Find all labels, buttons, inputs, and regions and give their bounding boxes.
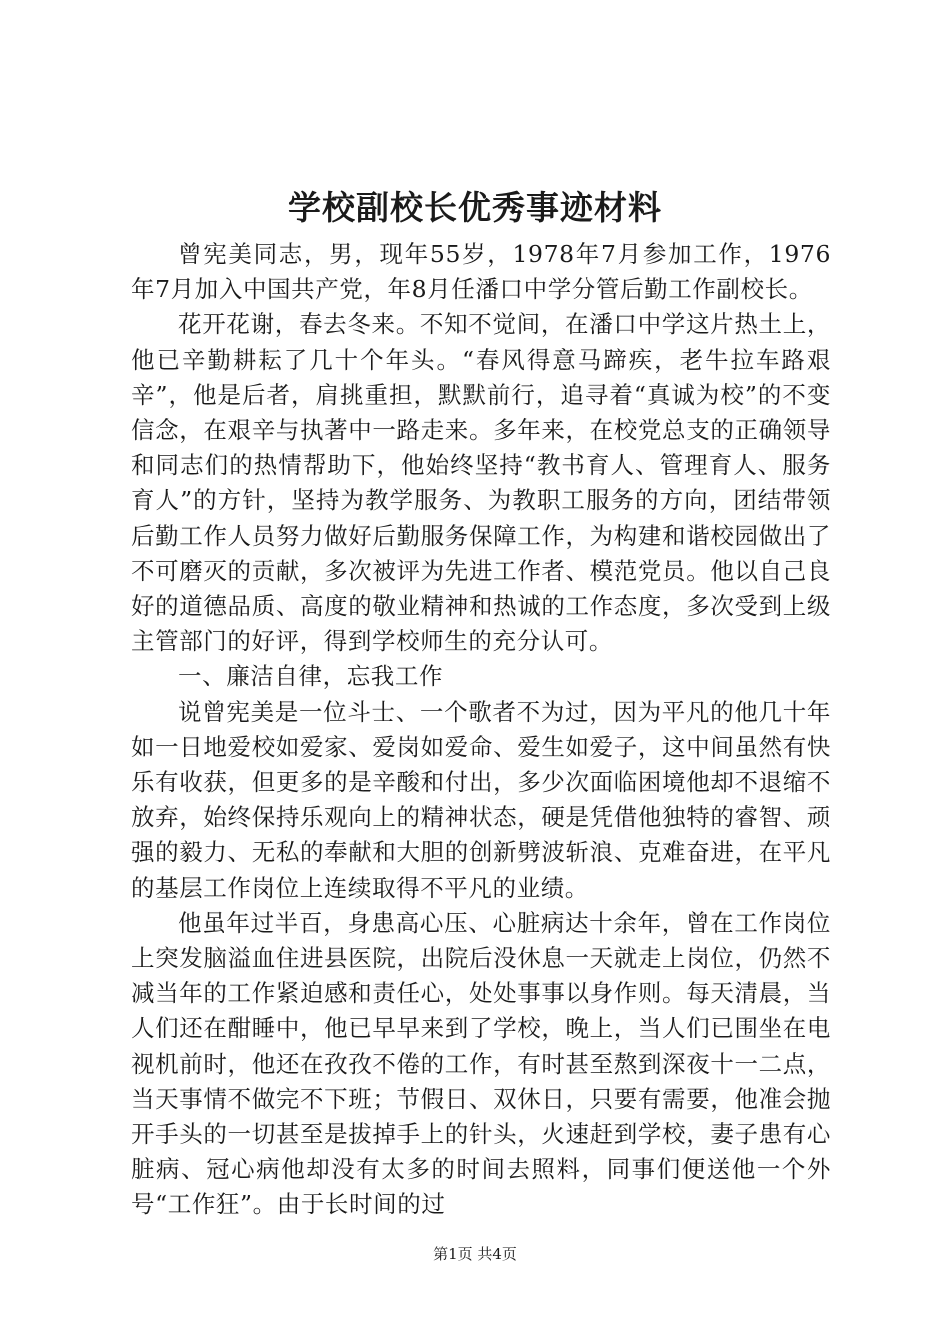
paragraph-overview: 花开花谢，春去冬来。不知不觉间，在潘口中学这片热土上，他已辛勤耕耘了几十个年头。“春风得意马蹄疾，老牛拉车路艰辛”，他是后者，肩挑重担，默默前行，追寻着“真诚为校”的不变信念，在艰辛与执著中一路走来。多年来，在校党总支的正确领导和同志们的热情帮助下，他始终坚持“教书育人、管理育人、服务育人”的方针，坚持为教学服务、为教职工服务的方向，团结带领后勤工作人员努力做好后勤服务保障工作，为构建和谐校园做出了不可磨灭的贡献，多次被评为先进工作者、模范党员。他以自己良好的道德品质、高度的敬业精神和热诚的工作态度，多次受到上级主管部门的好评，得到学校师生的充分认可。 — [131, 310, 831, 656]
document-title: 学校副校长优秀事迹材料 — [288, 188, 662, 227]
paragraph-intro: 曾宪美同志，男，现年55岁，1978年7月参加工作，1976年7月加入中国共产党，年8月任潘口中学分管后勤工作副校长。 — [131, 240, 831, 304]
page-number-footer: 第1页 共4页 — [433, 1245, 517, 1263]
document-body — [131, 237, 831, 1223]
section-heading: 一、廉洁自律，忘我工作 — [178, 662, 444, 691]
paragraph-section-1: 说曾宪美是一位斗士、一个歌者不为过，因为平凡的他几十年如一日地爱校如爱家、爱岗如爱命、爱生如爱子，这中间虽然有快乐有收获，但更多的是辛酸和付出，多少次面临困境他却不退缩不放弃，始终保持乐观向上的精神状态，硬是凭借他独特的睿智、顽强的毅力、无私的奉献和大胆的创新劈波斩浪、克难奋进，在平凡的基层工作岗位上连续取得不平凡的业绩。 — [131, 697, 831, 902]
paragraph-section-2: 他虽年过半百，身患高心压、心脏病达十余年，曾在工作岗位上突发脑溢血住进县医院，出院后没休息一天就走上岗位，仍然不减当年的工作紧迫感和责任心，处处事事以身作则。每天清晨，当人们还在酣睡中，他已早早来到了学校，晚上，当人们已围坐在电视机前时，他还在孜孜不倦的工作，有时甚至熬到深夜十一二点，当天事情不做完不下班；节假日、双休日，只要有需要，他准会抛开手头的一切甚至是拔掉手上的针头，火速赶到学校，妻子患有心脏病、冠心病他却没有太多的时间去照料，同事们便送他一个外号“工作狂”。由于长时间的过 — [131, 908, 831, 1219]
